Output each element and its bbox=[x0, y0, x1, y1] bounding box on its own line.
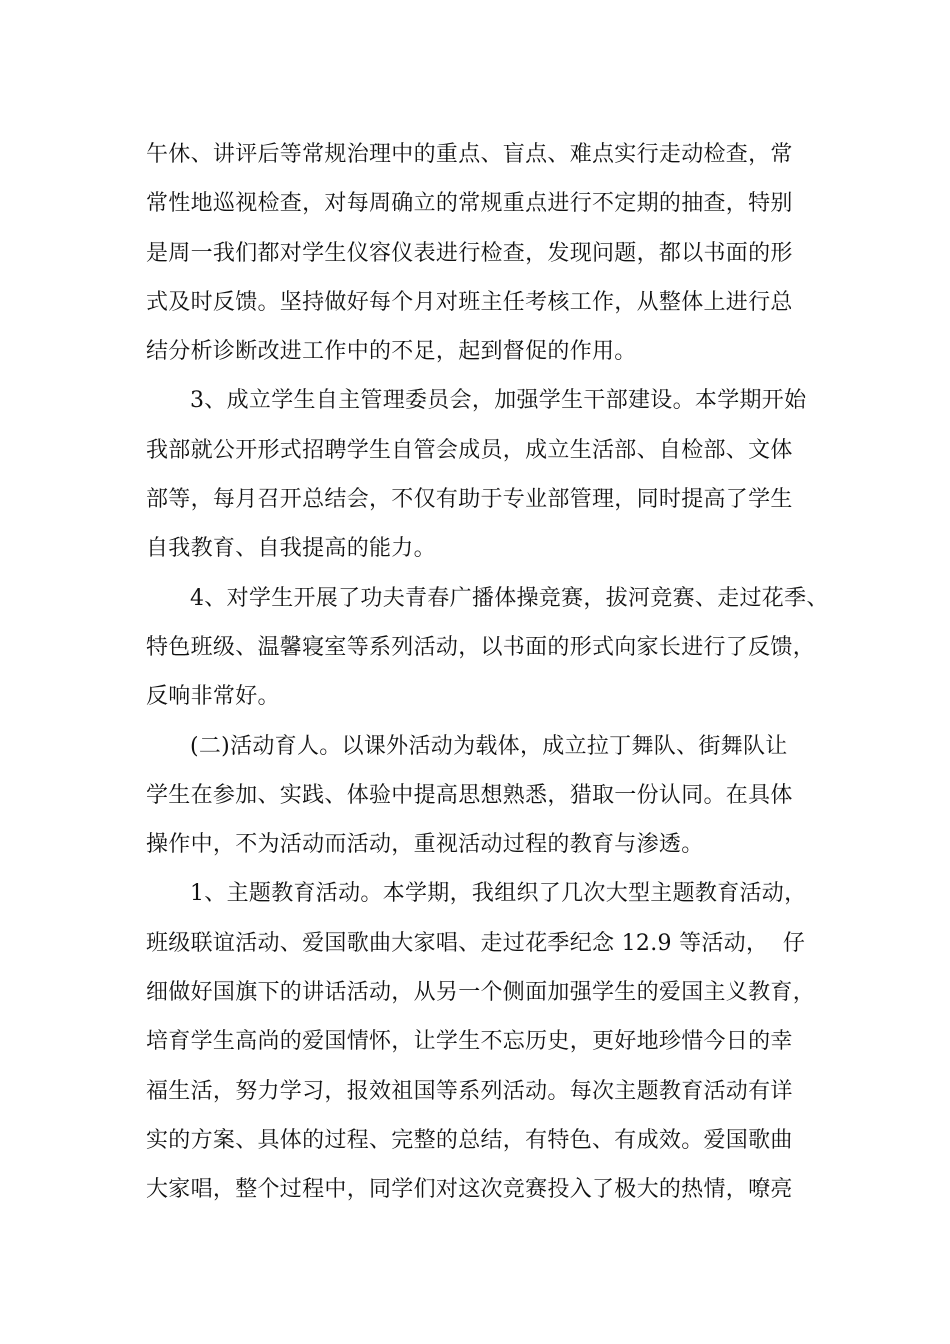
text-line: 细做好国旗下的讲话活动，从另一个侧面加强学生的爱国主义教育， bbox=[146, 980, 816, 1006]
text-line: 部等，每月召开总结会，不仅有助于专业部管理，同时提高了学生 bbox=[146, 487, 793, 513]
text-line: 学生在参加、实践、体验中提高思想熟悉，猎取一份认同。在具体 bbox=[146, 782, 793, 808]
paragraph bbox=[146, 722, 826, 870]
text-line: 大家唱，整个过程中，同学们对这次竞赛投入了极大的热情，嘹亮 bbox=[146, 1177, 793, 1203]
text-line: 特色班级、温馨寝室等系列活动，以书面的形式向家长进行了反馈， bbox=[146, 634, 816, 660]
text-line: (二)活动育人。以课外活动为载体，成立拉丁舞队、街舞队让 bbox=[190, 733, 788, 759]
text-line: 常性地巡视检查，对每周确立的常规重点进行不定期的抽查，特别 bbox=[146, 191, 793, 217]
text-line: 实的方案、具体的过程、完整的总结，有特色、有成效。爱国歌曲 bbox=[146, 1127, 793, 1153]
text-line: 培育学生高尚的爱国情怀，让学生不忘历史，更好地珍惜今日的幸 bbox=[146, 1029, 793, 1055]
text-line: 午休、讲评后等常规治理中的重点、盲点、难点实行走动检查，常 bbox=[146, 142, 793, 167]
text-line: 班级联谊活动、爱国歌曲大家唱、走过花季纪念 12.9 等活动， 仔 bbox=[146, 930, 806, 956]
paragraph bbox=[146, 574, 829, 722]
text-line: 操作中，不为活动而活动，重视活动过程的教育与渗透。 bbox=[146, 832, 704, 858]
text-line: 式及时反馈。坚持做好每个月对班主任考核工作，从整体上进行总 bbox=[146, 289, 793, 315]
text-line: 4、对学生开展了功夫青春广播体操竞赛，拔河竞赛、走过花季、 bbox=[190, 585, 829, 611]
text-line: 自我教育、自我提高的能力。 bbox=[146, 536, 436, 562]
body-text bbox=[146, 130, 829, 1215]
text-line: 1、主题教育活动。本学期，我组织了几次大型主题教育活动， bbox=[190, 881, 807, 907]
text-line: 结分析诊断改进工作中的不足，起到督促的作用。 bbox=[146, 339, 637, 365]
paragraph bbox=[146, 869, 826, 1214]
paragraph bbox=[146, 130, 826, 376]
text-line: 反响非常好。 bbox=[146, 684, 280, 710]
text-line: 3、成立学生自主管理委员会，加强学生干部建设。本学期开始 bbox=[190, 388, 807, 414]
text-line: 我部就公开形式招聘学生自管会成员，成立生活部、自检部、文体 bbox=[146, 437, 793, 463]
text-line: 福生活，努力学习，报效祖国等系列活动。每次主题教育活动有详 bbox=[146, 1078, 793, 1104]
text-line: 是周一我们都对学生仪容仪表进行检查，发现问题，都以书面的形 bbox=[146, 240, 793, 266]
paragraph bbox=[146, 376, 826, 573]
